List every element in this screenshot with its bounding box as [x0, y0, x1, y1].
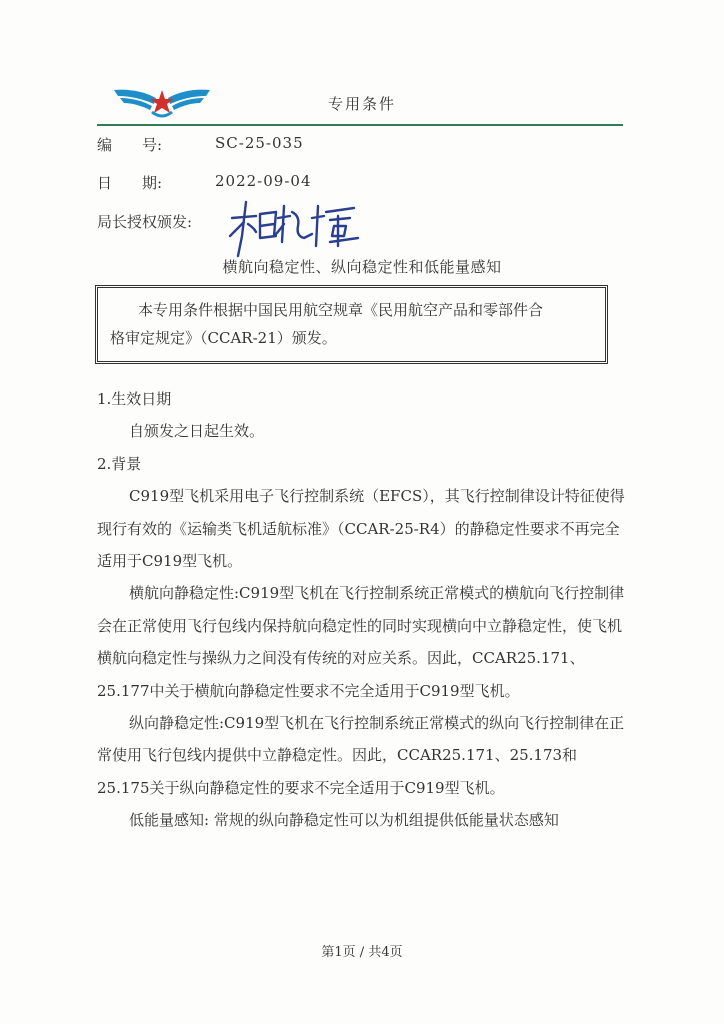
number-value: SC-25-035 [215, 134, 304, 152]
header-divider [97, 124, 623, 126]
section-1-heading: 1.生效日期 [97, 390, 172, 408]
number-label: 编 号: [97, 136, 163, 154]
date-value: 2022-09-04 [215, 172, 312, 190]
date-label: 日 期: [97, 174, 163, 192]
background-paragraph-1: C919型飞机采用电子飞行控制系统（EFCS），其飞行控制律设计特征使得现行有效的《运输类飞机适航标准》（CCAR-25-R4）的静稳定性要求不再完全适用于C919型飞机。 [97, 487, 625, 571]
document-title: 横航向稳定性、纵向稳定性和低能量感知 [222, 258, 502, 276]
background-paragraph-4: 低能量感知: 常规的纵向静稳定性可以为机组提供低能量状态感知 [129, 811, 559, 830]
issuance-notice-box [95, 285, 608, 364]
notice-line-2: 格审定规定》（CCAR-21）颁发。 [110, 329, 337, 347]
header-title: 专用条件 [328, 95, 397, 113]
authorization-label: 局长授权颁发: [97, 213, 193, 231]
background-paragraph-3: 纵向静稳定性:C919型飞机在飞行控制系统正常模式的纵向飞行控制律在正常使用飞行包线内提供中立静稳定性。因此，CCAR25.171、25.173和25.175关于纵向静稳定性的要求不完全适用于C919型飞机。 [97, 714, 625, 797]
body-content [97, 383, 627, 837]
section-2-heading: 2.背景 [97, 454, 142, 473]
signature-icon [226, 196, 366, 260]
notice-line-1: 本专用条件根据中国民用航空规章《民用航空产品和零部件合 [138, 301, 544, 319]
background-paragraph-2: 横航向静稳定性:C919型飞机在飞行控制系统正常模式的横航向飞行控制律会在正常使用飞行包线内保持航向稳定性的同时实现横向中立静稳定性，使飞机横航向稳定性与操纵力之间没有传统的对应关系。因此，CCAR25.171、25.177中关于横航向静稳定性要求不完全适用于C919型飞机。 [97, 584, 625, 700]
caac-logo-icon [112, 84, 212, 120]
page-number: 第1页 / 共4页 [321, 945, 403, 960]
section-1-text: 自颁发之日起生效。 [129, 422, 265, 441]
